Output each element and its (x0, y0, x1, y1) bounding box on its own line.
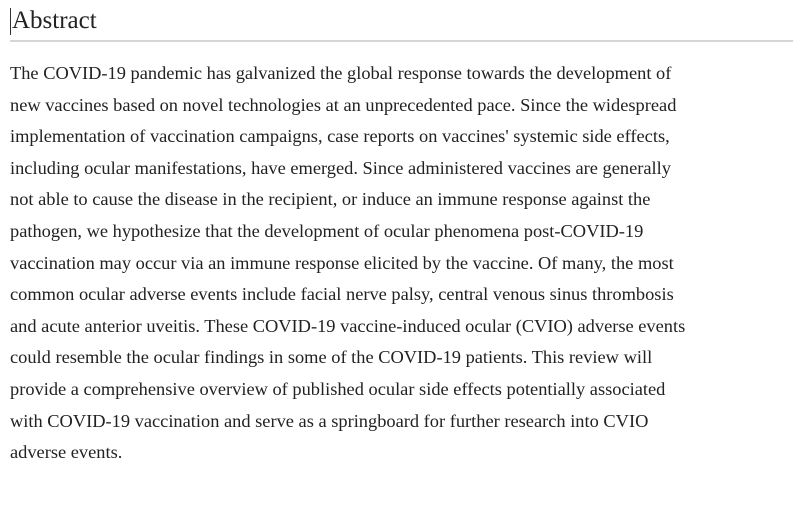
abstract-line: including ocular manifestations, have emerged. Since administered vaccines are generally (10, 157, 671, 178)
abstract-line: implementation of vaccination campaigns, case reports on vaccines' systemic side effects, (10, 126, 670, 147)
abstract-line: new vaccines based on novel technologies at an unprecedented pace. Since the widespread (10, 94, 677, 115)
abstract-line: could resemble the ocular findings in some of the COVID-19 patients. This review will (10, 347, 653, 368)
abstract-line: common ocular adverse events include facial nerve palsy, central venous sinus thrombosis (10, 284, 674, 305)
text-cursor (10, 8, 11, 35)
abstract-heading-container (10, 2, 793, 42)
abstract-line: provide a comprehensive overview of published ocular side effects potentially associated (10, 378, 666, 399)
abstract-line: not able to cause the disease in the recipient, or induce an immune response against the (10, 189, 651, 210)
abstract-line: The COVID-19 pandemic has galvanized the global response towards the development of (10, 63, 672, 83)
abstract-line: adverse events. (10, 442, 123, 463)
abstract-heading: Abstract (12, 7, 97, 34)
abstract-body (10, 58, 793, 469)
abstract-line: and acute anterior uveitis. These COVID-19 vaccine-induced ocular (CVIO) adverse events (10, 315, 686, 336)
abstract-line: pathogen, we hypothesize that the development of ocular phenomena post-COVID-19 (10, 220, 644, 241)
abstract-line: vaccination may occur via an immune response elicited by the vaccine. Of many, the most (10, 252, 674, 273)
abstract-line: with COVID-19 vaccination and serve as a springboard for further research into CVIO (10, 410, 649, 431)
